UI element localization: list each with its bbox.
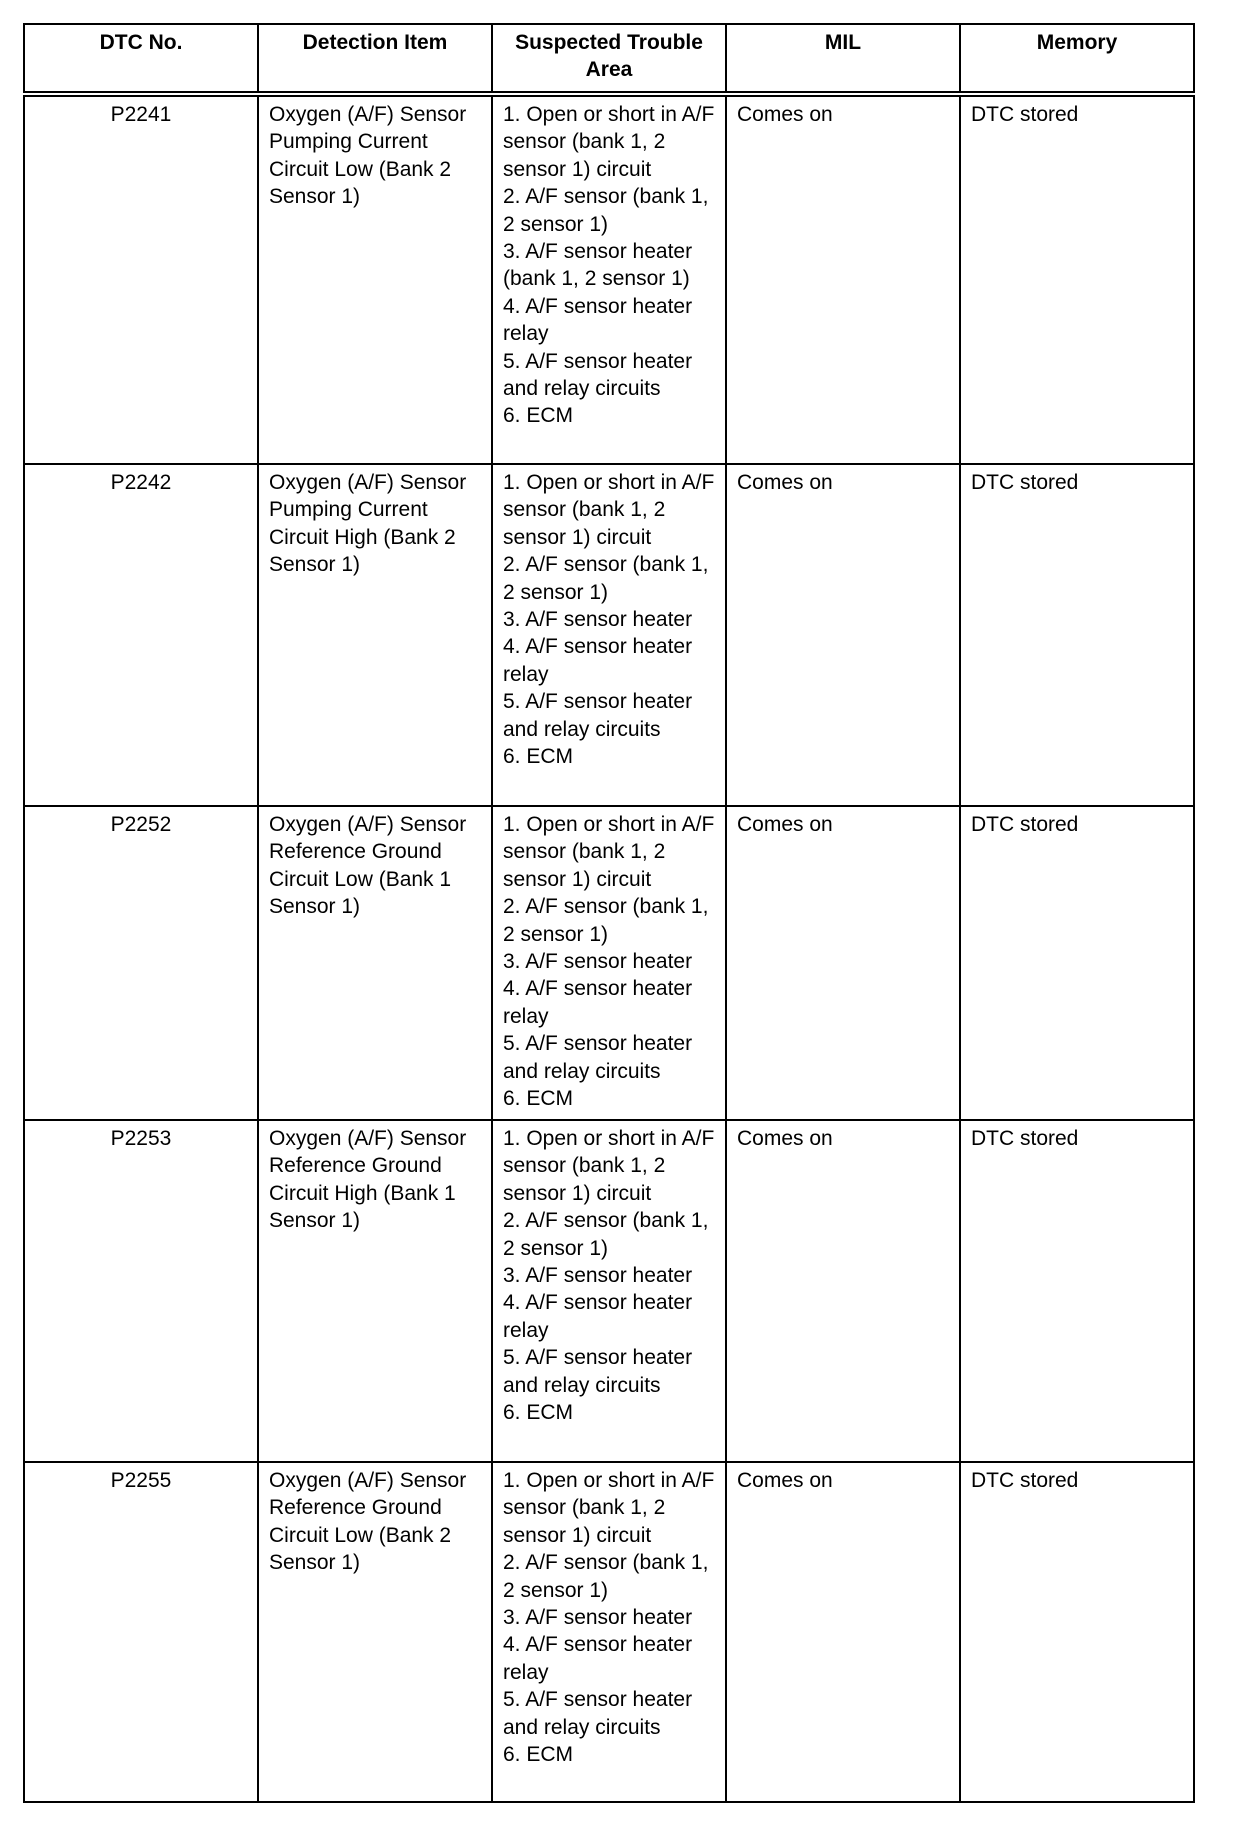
memory-cell: DTC stored — [960, 94, 1194, 464]
header-detection-item: Detection Item — [258, 24, 492, 94]
trouble-area-cell — [492, 464, 726, 806]
trouble-area-item: 3. A/F sensor heater — [503, 1606, 693, 1630]
trouble-area-item: 6. ECM — [503, 1743, 574, 1767]
header-memory: Memory — [960, 24, 1194, 94]
dtc-code-cell: P2255 — [24, 1462, 258, 1802]
trouble-area-item: 6. ECM — [503, 1401, 574, 1425]
trouble-area-item: 2. A/F sensor (bank 1, 2 sensor 1) — [503, 1551, 709, 1602]
detection-item-cell: Oxygen (A/F) Sensor Pumping Current Circuit High (Bank 2 Sensor 1) — [258, 464, 492, 806]
trouble-area-cell — [492, 1462, 726, 1802]
trouble-area-item: 2. A/F sensor (bank 1, 2 sensor 1) — [503, 895, 709, 946]
table-header — [24, 24, 1194, 94]
dtc-table — [23, 23, 1195, 1803]
memory-cell: DTC stored — [960, 464, 1194, 806]
header-mil: MIL — [726, 24, 960, 94]
trouble-area-cell — [492, 806, 726, 1120]
trouble-area-item: 3. A/F sensor heater (bank 1, 2 sensor 1) — [503, 240, 693, 291]
trouble-area-item: 6. ECM — [503, 1087, 574, 1111]
trouble-area-item: 1. Open or short in A/F sensor (bank 1, 2 sensor 1) circuit — [503, 1469, 715, 1547]
trouble-area-item: 4. A/F sensor heater relay — [503, 1633, 693, 1684]
trouble-area-item: 4. A/F sensor heater relay — [503, 294, 693, 346]
dtc-code-cell: P2253 — [24, 1120, 258, 1462]
table-row — [24, 94, 1194, 464]
trouble-area-item: 3. A/F sensor heater — [503, 1264, 693, 1288]
table-row — [24, 1462, 1194, 1802]
trouble-area-item: 1. Open or short in A/F sensor (bank 1, 2 sensor 1) circuit — [503, 813, 715, 891]
mil-cell: Comes on — [726, 1462, 960, 1802]
trouble-area-item: 6. ECM — [503, 745, 574, 769]
trouble-area-item: 5. A/F sensor heater and relay circuits — [503, 1688, 693, 1739]
memory-cell: DTC stored — [960, 806, 1194, 1120]
trouble-area-item: 1. Open or short in A/F sensor (bank 1, 2 sensor 1) circuit — [503, 471, 715, 549]
trouble-area-item: 4. A/F sensor heater relay — [503, 1291, 693, 1342]
dtc-code-cell: P2241 — [24, 94, 258, 464]
trouble-area-item: 3. A/F sensor heater — [503, 608, 693, 632]
dtc-code-cell: P2252 — [24, 806, 258, 1120]
dtc-code-cell: P2242 — [24, 464, 258, 806]
trouble-area-item: 5. A/F sensor heater and relay circuits — [503, 1032, 693, 1083]
table-body — [24, 94, 1194, 1802]
trouble-area-item: 2. A/F sensor (bank 1, 2 sensor 1) — [503, 1209, 709, 1260]
trouble-area-cell — [492, 94, 726, 464]
mil-cell: Comes on — [726, 1120, 960, 1462]
header-row — [24, 24, 1194, 94]
detection-item-cell: Oxygen (A/F) Sensor Reference Ground Circuit Low (Bank 1 Sensor 1) — [258, 806, 492, 1120]
trouble-area-item: 4. A/F sensor heater relay — [503, 635, 693, 686]
trouble-area-item: 1. Open or short in A/F sensor (bank 1, 2 sensor 1) circuit — [503, 1127, 715, 1205]
header-suspected-trouble-area: Suspected Trouble Area — [492, 24, 726, 94]
trouble-area-item: 6. ECM — [503, 404, 574, 428]
detection-item-cell: Oxygen (A/F) Sensor Reference Ground Circuit Low (Bank 2 Sensor 1) — [258, 1462, 492, 1802]
header-dtc-no: DTC No. — [24, 24, 258, 94]
table-row — [24, 1120, 1194, 1462]
detection-item-cell: Oxygen (A/F) Sensor Reference Ground Circuit High (Bank 1 Sensor 1) — [258, 1120, 492, 1462]
table-row — [24, 806, 1194, 1120]
memory-cell: DTC stored — [960, 1462, 1194, 1802]
trouble-area-item: 5. A/F sensor heater and relay circuits — [503, 690, 693, 741]
trouble-area-item: 3. A/F sensor heater — [503, 950, 693, 974]
trouble-area-item: 2. A/F sensor (bank 1, 2 sensor 1) — [503, 185, 709, 236]
mil-cell: Comes on — [726, 464, 960, 806]
trouble-area-item: 5. A/F sensor heater and relay circuits — [503, 1346, 693, 1397]
trouble-area-item: 4. A/F sensor heater relay — [503, 977, 693, 1028]
mil-cell: Comes on — [726, 806, 960, 1120]
trouble-area-item: 1. Open or short in A/F sensor (bank 1, 2 sensor 1) circuit — [503, 103, 715, 181]
detection-item-cell: Oxygen (A/F) Sensor Pumping Current Circuit Low (Bank 2 Sensor 1) — [258, 94, 492, 464]
memory-cell: DTC stored — [960, 1120, 1194, 1462]
trouble-area-cell — [492, 1120, 726, 1462]
table-row — [24, 464, 1194, 806]
trouble-area-item: 2. A/F sensor (bank 1, 2 sensor 1) — [503, 553, 709, 604]
trouble-area-item: 5. A/F sensor heater and relay circuits — [503, 349, 693, 401]
mil-cell: Comes on — [726, 94, 960, 464]
